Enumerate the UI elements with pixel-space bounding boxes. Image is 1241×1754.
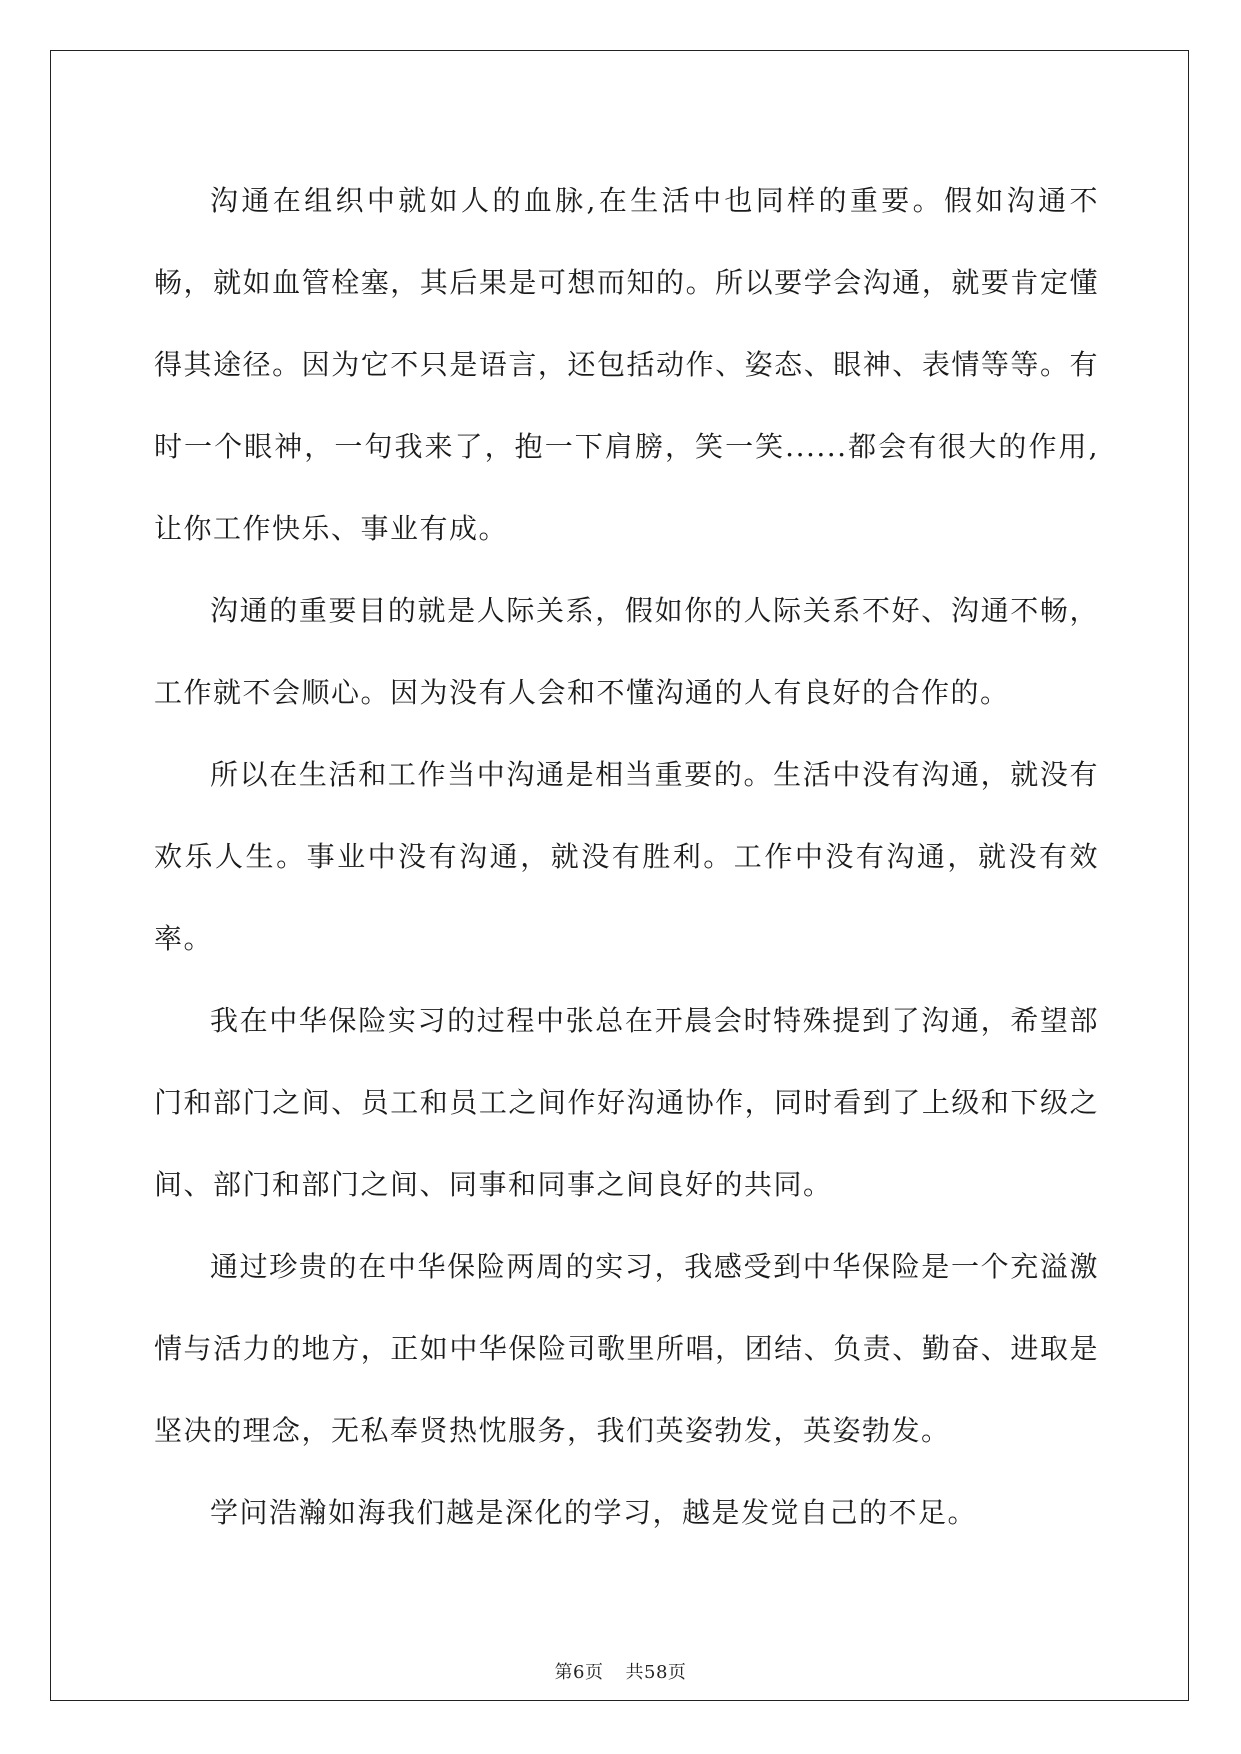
- document-body: [154, 160, 1099, 1554]
- page-total: 共58页: [625, 1662, 687, 1683]
- page-number: 第6页: [554, 1662, 604, 1683]
- page-footer: [0, 1658, 1241, 1684]
- paragraph: 通过珍贵的在中华保险两周的实习，我感受到中华保险是一个充溢激情与活力的地方，正如中华保险司歌里所唱，团结、负责、勤奋、进取是坚决的理念，无私奉贤热忱服务，我们英姿勃发，英姿勃发。: [154, 1250, 1099, 1447]
- paragraph: 学问浩瀚如海我们越是深化的学习，越是发觉自己的不足。: [210, 1496, 978, 1529]
- paragraph: 所以在生活和工作当中沟通是相当重要的。生活中没有沟通，就没有欢乐人生。事业中没有沟通，就没有胜利。工作中没有沟通，就没有效率。: [154, 758, 1099, 955]
- paragraph: 沟通的重要目的就是人际关系，假如你的人际关系不好、沟通不畅，工作就不会顺心。因为没有人会和不懂沟通的人有良好的合作的。: [154, 594, 1099, 709]
- paragraph: 沟通在组织中就如人的血脉,在生活中也同样的重要。假如沟通不畅，就如血管栓塞，其后果是可想而知的。所以要学会沟通，就要肯定懂得其途径。因为它不只是语言，还包括动作、姿态、眼神、表情等等。有时一个眼神，一句我来了，抱一下肩膀，笑一笑......都会有很大的作用,让你工作快乐、事业有成。: [154, 184, 1099, 545]
- paragraph: 我在中华保险实习的过程中张总在开晨会时特殊提到了沟通，希望部门和部门之间、员工和员工之间作好沟通协作，同时看到了上级和下级之间、部门和部门之间、同事和同事之间良好的共同。: [154, 1004, 1099, 1201]
